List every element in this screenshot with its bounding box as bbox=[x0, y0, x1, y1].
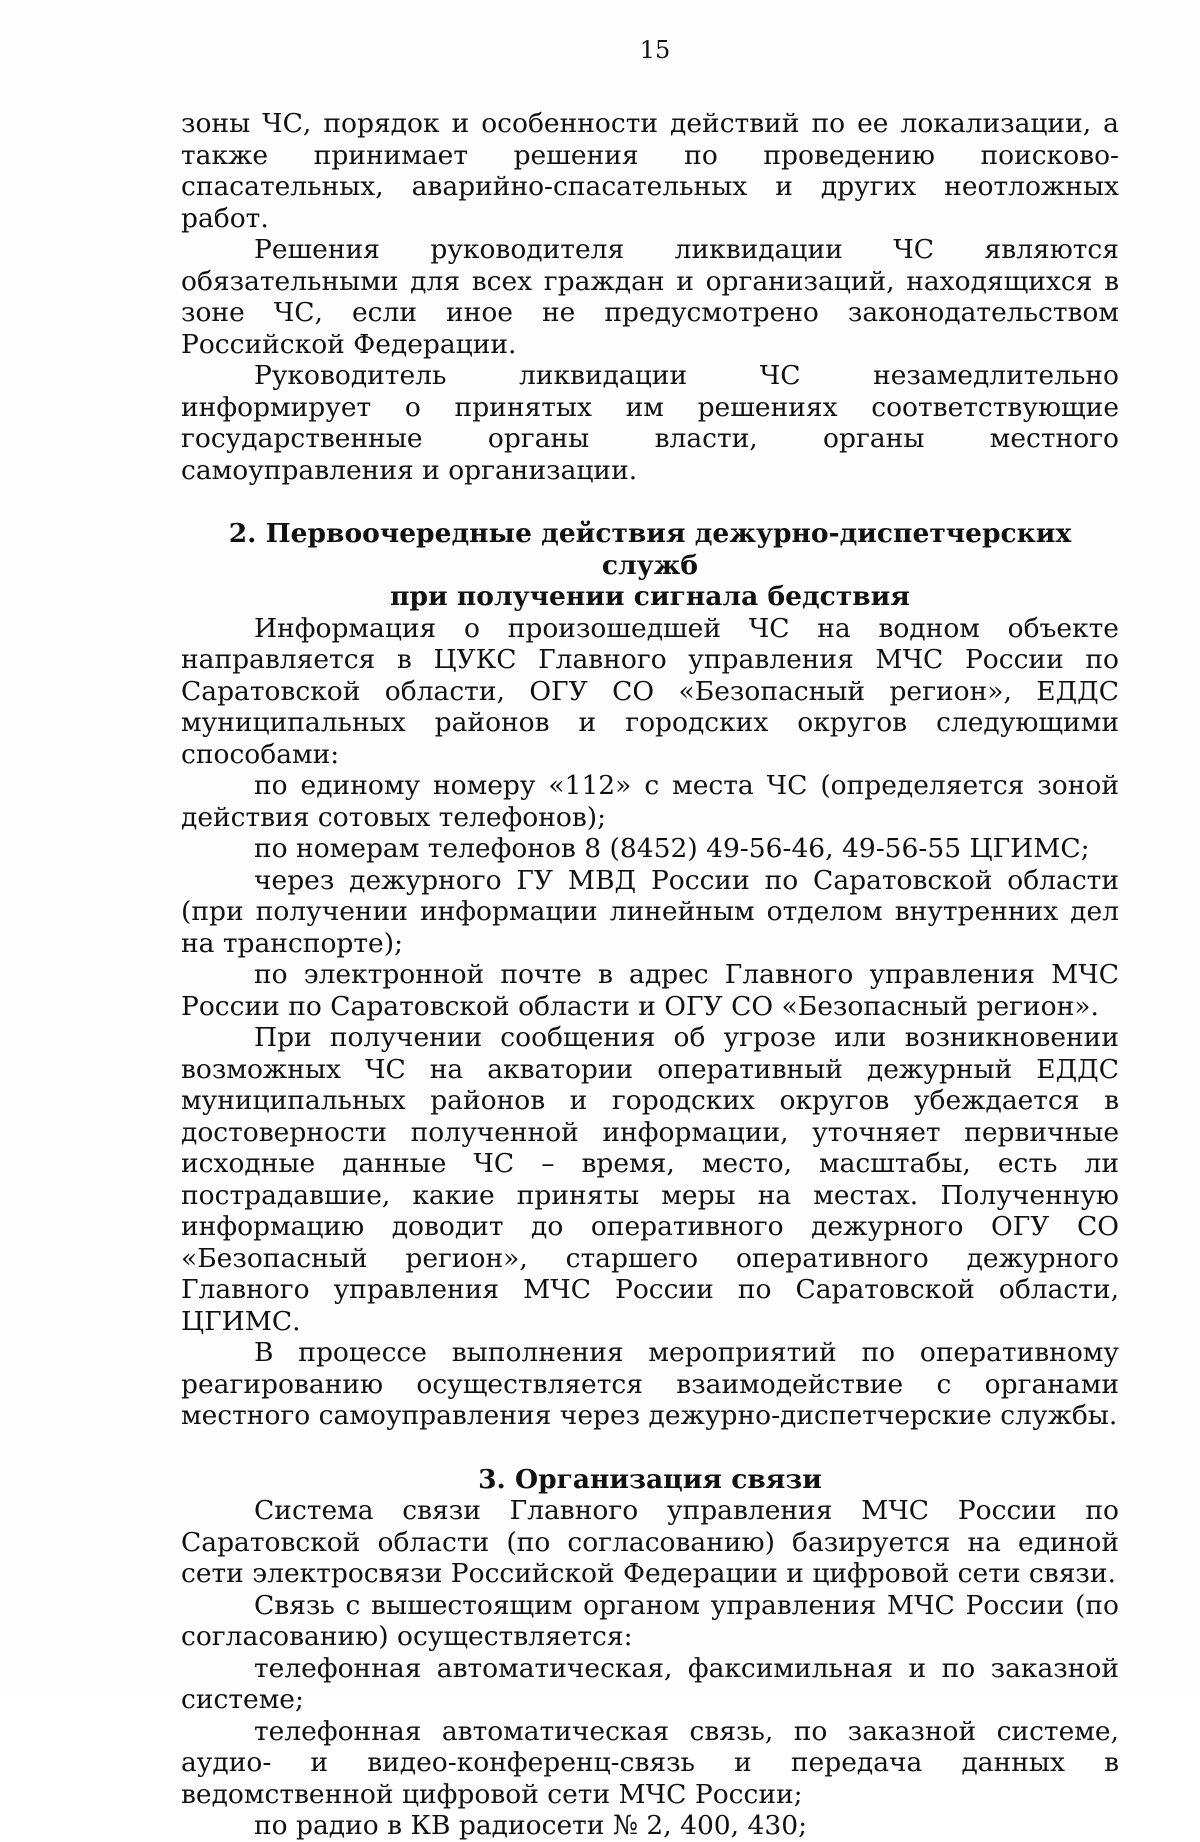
section-heading-3: 3. Организация связи bbox=[478, 1463, 822, 1495]
list-item: телефонная автоматическая, факсимильная и по заказной системе; bbox=[181, 1652, 1119, 1715]
paragraph: Система связи Главного управления МЧС России по Саратовской области (по согласованию) базируется на единой сети электросвязи Российской Федерации и цифровой сети связи. bbox=[181, 1495, 1119, 1589]
section-heading-2-line1: 2. Первоочередные действия дежурно-диспетчерских служб bbox=[228, 518, 1072, 581]
paragraph: Руководитель ликвидации ЧС незамедлительно информирует о принятых им решениях соответствующие государственные органы власти, органы местного самоуправления и организации. bbox=[181, 360, 1119, 486]
paragraph: зоны ЧС, порядок и особенности действий по ее локализации, а также принимает решения по проведению поисково-спасательных, аварийно-спасательных и других неотложных работ. bbox=[181, 108, 1119, 234]
document-body bbox=[181, 108, 1119, 1842]
paragraph: В процессе выполнения мероприятий по оперативному реагированию осуществляется взаимодействие с органами местного самоуправления через дежурно-диспетчерские службы. bbox=[181, 1337, 1119, 1431]
paragraph: Связь с вышестоящим органом управления МЧС России (по согласованию) осуществляется: bbox=[181, 1589, 1119, 1652]
list-item: по радио в КВ радиосети № 2, 400, 430; bbox=[254, 1810, 808, 1841]
section-heading-2-line2: при получении сигнала бедствия bbox=[390, 581, 910, 612]
list-item: через дежурного ГУ МВД России по Саратовской области (при получении информации линейным отделом внутренних дел на транспорте); bbox=[181, 864, 1119, 959]
list-item: по номерам телефонов 8 (8452) 49-56-46, 49-56-55 ЦГИМС; bbox=[254, 833, 1090, 864]
paragraph: При получении сообщения об угрозе или возникновении возможных ЧС на акватории оперативный дежурный ЕДДС муниципальных районов и городских округов убеждается в достоверности полученной информации, уточняет первичные исходные данные ЧС – время, место, масштабы, есть ли пострадавшие, какие приняты меры на местах. Полученную информацию доводит до оперативного дежурного ОГУ СО «Безопасный регион», старшего оперативного дежурного Главного управления МЧС России по Саратовской области, ЦГИМС. bbox=[181, 1022, 1119, 1337]
list-item: телефонная автоматическая связь, по заказной системе, аудио- и видео-конференц-связь и передача данных в ведомственной цифровой сети МЧС России; bbox=[181, 1715, 1119, 1810]
page-number: 15 bbox=[639, 36, 671, 64]
paragraph: Решения руководителя ликвидации ЧС являются обязательными для всех граждан и организаций, находящихся в зоне ЧС, если иное не предусмотрено законодательством Российской Федерации. bbox=[181, 234, 1119, 360]
list-item: по единому номеру «112» с места ЧС (определяется зоной действия сотовых телефонов); bbox=[181, 770, 1119, 833]
list-item: по электронной почте в адрес Главного управления МЧС России по Саратовской области и ОГУ СО «Безопасный регион». bbox=[181, 959, 1119, 1022]
paragraph: Информация о произошедшей ЧС на водном объекте направляется в ЦУКС Главного управления МЧС России по Саратовской области, ОГУ СО «Безопасный регион», ЕДДС муниципальных районов и городских округов следующими способами: bbox=[181, 612, 1119, 770]
